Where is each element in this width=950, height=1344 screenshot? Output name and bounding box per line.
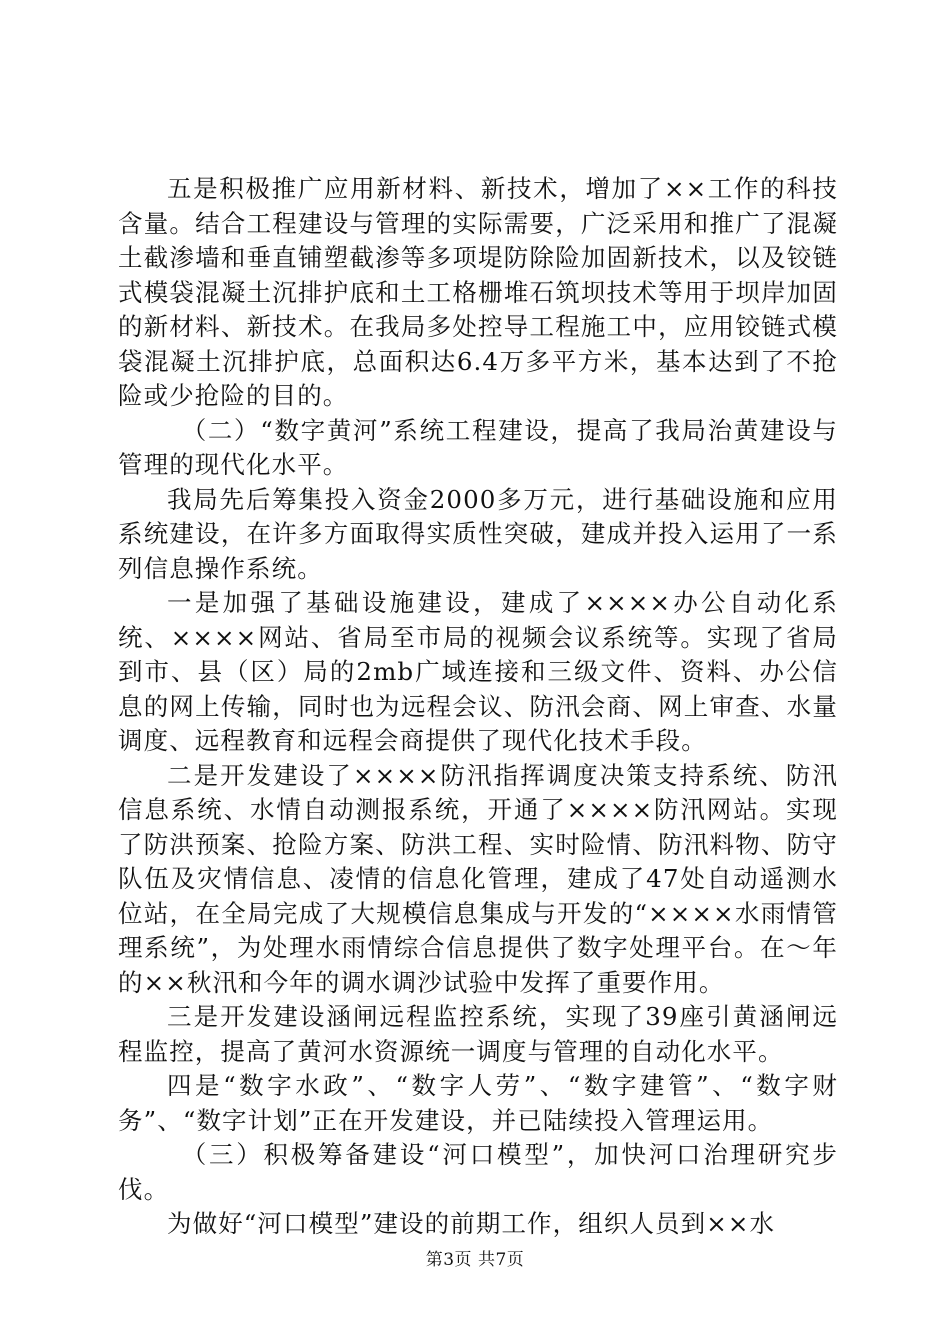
paragraph-flood-control-systems: 二是开发建设了××××防汛指挥调度决策支持系统、防汛信息系统、水情自动测报系统，开通了××××防汛网站。实现了防洪预案、抢险方案、防洪工程、实时险情、防汛料物、防守队伍及灾情信息、凌情的信息化管理，建成了47处自动遥测水位站，在全局完成了大规模信息集成与开发的“××××水雨情管理系统”，为处理水雨情综合信息提供了数字处理平台。在～年的××秋汛和今年的调水调沙试验中发挥了重要作用。 <box>118 760 838 997</box>
paragraph-infrastructure: 一是加强了基础设施建设，建成了××××办公自动化系统、××××网站、省局至市局的视频会议系统等。实现了省局到市、县（区）局的2mb广域连接和三级文件、资料、办公信息的网上传输，同时也为远程会议、防汛会商、网上审查、水量调度、远程教育和远程会商提供了现代化技术手段。 <box>118 588 838 755</box>
paragraph-digital-projects: 四是“数字水政”、“数字人劳”、“数字建管”、“数字财务”、“数字计划”正在开发建设，并已陆续投入管理运用。 <box>118 1071 838 1135</box>
section-heading-estuary-model: （三）积极筹备建设“河口模型”，加快河口治理研究步伐。 <box>118 1140 838 1204</box>
paragraph-funding: 我局先后筹集投入资金2000多万元，进行基础设施和应用系统建设，在许多方面取得实质性突破，建成并投入运用了一系列信息操作系统。 <box>118 484 838 583</box>
page-number-footer: 第3页 共7页 <box>425 1250 525 1270</box>
paragraph-estuary-prep: 为做好“河口模型”建设的前期工作，组织人员到××水 <box>167 1209 776 1238</box>
body-text <box>118 172 838 1242</box>
paragraph-sluice-monitoring: 三是开发建设涵闸远程监控系统，实现了39座引黄涵闸远程监控，提高了黄河水资源统一调度与管理的自动化水平。 <box>118 1002 838 1066</box>
section-heading-digital-yellow-river: （二）“数字黄河”系统工程建设，提高了我局治黄建设与管理的现代化水平。 <box>118 415 838 479</box>
paragraph-new-tech: 五是积极推广应用新材料、新技术，增加了××工作的科技含量。结合工程建设与管理的实际需要，广泛采用和推广了混凝土截渗墙和垂直铺塑截渗等多项堤防除险加固新技术，以及铰链式模袋混凝土沉排护底和土工格栅堆石筑坝技术等用于坝岸加固的新材料、新技术。在我局多处控导工程施工中，应用铰链式模袋混凝土沉排护底，总面积达6.4万多平方米，基本达到了不抢险或少抢险的目的。 <box>118 174 838 410</box>
